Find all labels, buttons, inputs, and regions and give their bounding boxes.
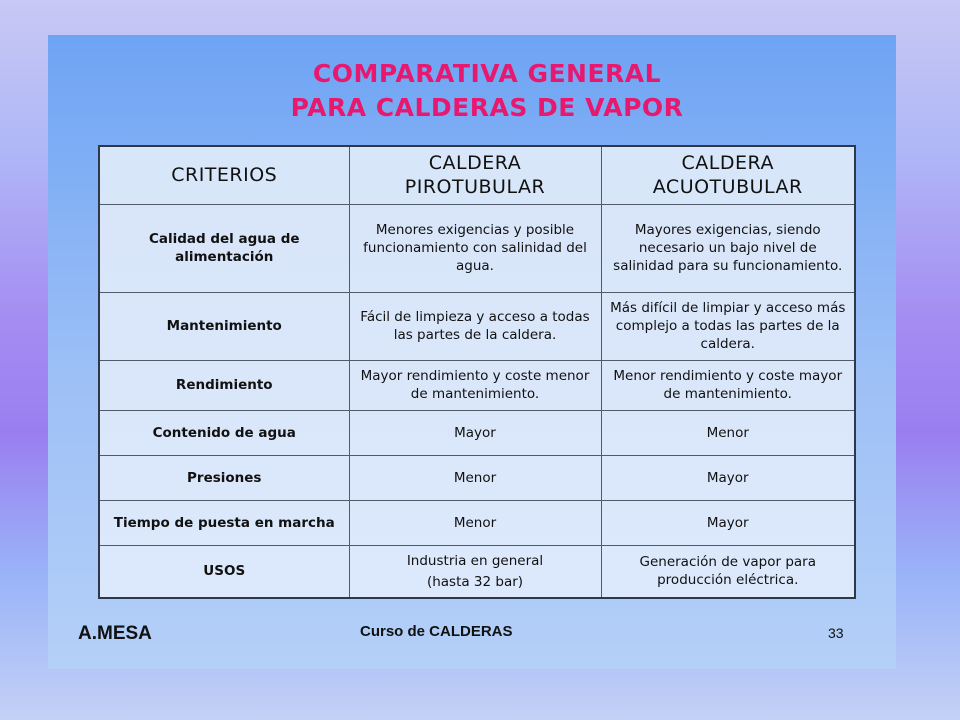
footer-page-number: 33 — [828, 625, 844, 641]
row-acuotubular: Generación de vapor para producción eléctrica. — [601, 545, 855, 598]
header-pirotubular: CALDERA PIROTUBULAR — [349, 146, 601, 204]
table-row — [99, 292, 855, 360]
slide — [48, 35, 896, 669]
title-line-1: COMPARATIVA GENERAL — [312, 59, 662, 88]
footer-course: Curso de CALDERAS — [360, 623, 513, 640]
table-row — [99, 360, 855, 410]
header-criterios: CRITERIOS — [99, 146, 349, 204]
row-pirotubular: Mayor — [349, 410, 601, 455]
title-line-2: PARA CALDERAS DE VAPOR — [290, 93, 684, 122]
usos-pirotubular-text: Industria en general — [406, 552, 544, 569]
slide-title — [48, 57, 896, 125]
comparison-table — [98, 145, 856, 599]
row-acuotubular: Mayores exigencias, siendo necesario un bajo nivel de salinidad para su funcionamiento. — [601, 204, 855, 292]
row-pirotubular: Fácil de limpieza y acceso a todas las partes de la caldera. — [349, 292, 601, 360]
row-acuotubular: Mayor — [601, 500, 855, 545]
table-header-row — [99, 146, 855, 204]
row-criterion: Rendimiento — [99, 360, 349, 410]
row-acuotubular: Menor rendimiento y coste mayor de mantenimiento. — [601, 360, 855, 410]
row-pirotubular: Mayor rendimiento y coste menor de mantenimiento. — [349, 360, 601, 410]
table-row — [99, 410, 855, 455]
row-criterion: Mantenimiento — [99, 292, 349, 360]
row-criterion: USOS — [99, 545, 349, 598]
usos-pirotubular-subtext: (hasta 32 bar) — [426, 573, 524, 590]
row-criterion: Calidad del agua de alimentación — [99, 204, 349, 292]
table-row — [99, 455, 855, 500]
row-criterion: Tiempo de puesta en marcha — [99, 500, 349, 545]
row-acuotubular: Menor — [601, 410, 855, 455]
header-acuotubular: CALDERA ACUOTUBULAR — [601, 146, 855, 204]
row-criterion: Contenido de agua — [99, 410, 349, 455]
row-acuotubular: Más difícil de limpiar y acceso más complejo a todas las partes de la caldera. — [601, 292, 855, 360]
row-criterion: Presiones — [99, 455, 349, 500]
table-row — [99, 545, 855, 598]
row-pirotubular: Menores exigencias y posible funcionamiento con salinidad del agua. — [349, 204, 601, 292]
table-row — [99, 204, 855, 292]
row-acuotubular: Mayor — [601, 455, 855, 500]
table-row — [99, 500, 855, 545]
footer-author: A.MESA — [78, 623, 152, 644]
row-pirotubular: Menor — [349, 455, 601, 500]
row-pirotubular — [349, 545, 601, 598]
row-pirotubular: Menor — [349, 500, 601, 545]
